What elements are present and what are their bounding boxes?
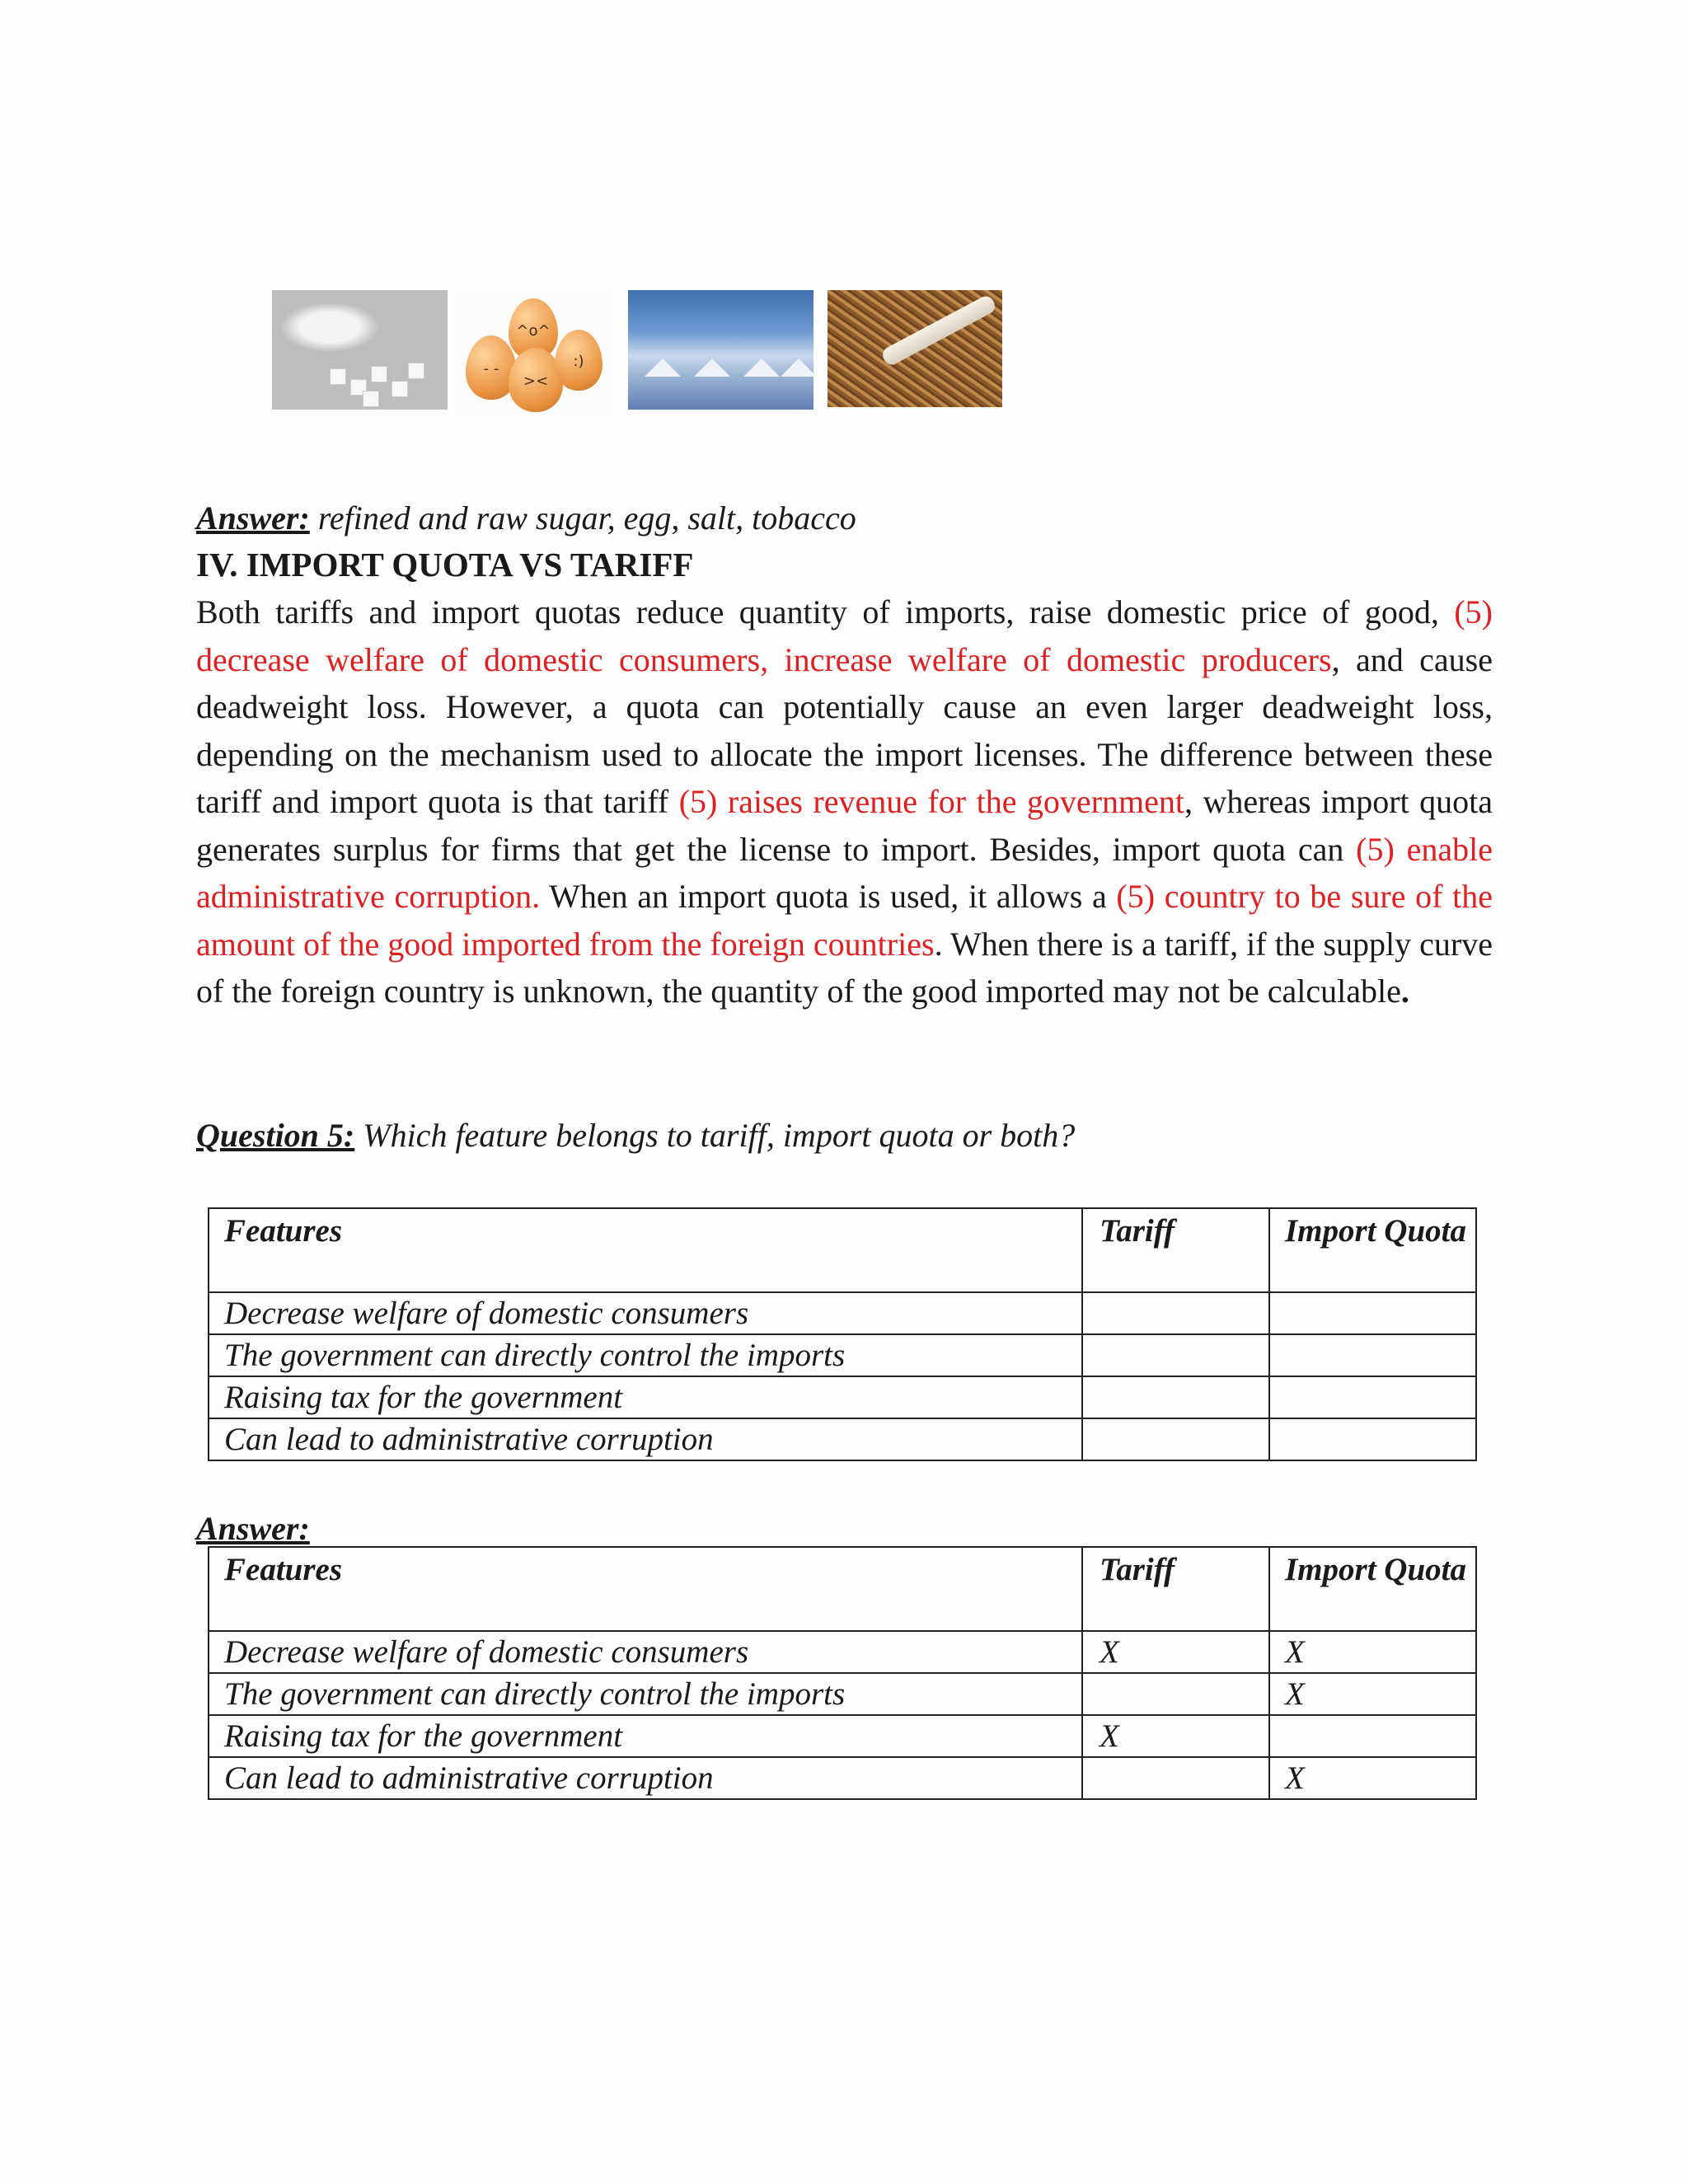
table-row: [209, 1673, 1476, 1715]
answer-table-label-line: [196, 1505, 310, 1552]
highlighted-answer: (5) country to be sure of the amount of the good imported from the foreign countries: [196, 878, 1493, 963]
paragraph-end: .: [1400, 972, 1409, 1010]
header-tariff: Tariff: [1082, 1547, 1269, 1631]
paragraph-text: , and cause deadweight loss. However, a quota can potentially cause an even larger deadweight loss, depending on the mechanism used to allocate the import licenses. The difference between these tariff and import quota is that tariff: [196, 640, 1493, 820]
quota-cell: [1269, 1334, 1476, 1376]
feature-cell: The government can directly control the imports: [209, 1673, 1082, 1715]
quota-cell: [1269, 1292, 1476, 1334]
egg: ^o^: [509, 298, 558, 360]
sugar-cube: [330, 368, 346, 385]
paragraph-text: . When there is a tariff, if the supply curve of the foreign country is unknown, the quantity of the good imported may not be calculable: [196, 925, 1493, 1010]
answer-line: [196, 494, 856, 541]
egg: - -: [466, 335, 517, 400]
answer-table-label: Answer:: [196, 1510, 310, 1547]
quota-cell: X: [1269, 1673, 1476, 1715]
table-row: [209, 1757, 1476, 1799]
tariff-cell: [1082, 1292, 1269, 1334]
feature-cell: Raising tax for the government: [209, 1715, 1082, 1757]
highlighted-answer: (5) raises revenue for the government: [678, 783, 1184, 820]
header-features: Features: [209, 1547, 1082, 1631]
paragraph-text: Both tariffs and import quotas reduce quantity of imports, raise domestic price of good,: [196, 593, 1455, 630]
feature-cell: Can lead to administrative corruption: [209, 1757, 1082, 1799]
header-features: Features: [209, 1208, 1082, 1292]
header-tariff: Tariff: [1082, 1208, 1269, 1292]
sugar-image: [272, 290, 448, 410]
tariff-cell: [1082, 1673, 1269, 1715]
quota-cell: [1269, 1715, 1476, 1757]
answer-text: refined and raw sugar, egg, salt, tobacco: [309, 499, 856, 537]
table-row: [209, 1418, 1476, 1460]
table-row: [209, 1292, 1476, 1334]
tariff-cell: [1082, 1334, 1269, 1376]
sugar-cube: [392, 381, 408, 397]
eggs-image: [457, 290, 610, 414]
answer-table: [208, 1546, 1477, 1800]
egg: :): [555, 330, 603, 391]
quota-cell: X: [1269, 1631, 1476, 1673]
cigarette: [880, 293, 998, 368]
header-import-quota: Import Quota: [1269, 1208, 1476, 1292]
paragraph-text: When an import quota is used, it allows a: [540, 878, 1117, 915]
question-label: Question 5:: [196, 1117, 355, 1154]
question-text: Which feature belongs to tariff, import quota or both?: [354, 1117, 1076, 1154]
quota-cell: [1269, 1418, 1476, 1460]
table-row: [209, 1376, 1476, 1418]
table-row: [209, 1715, 1476, 1757]
tariff-cell: [1082, 1757, 1269, 1799]
sugar-cube: [371, 366, 387, 382]
salt-mound: [694, 359, 730, 377]
highlighted-answer: (5) decrease welfare of domestic consumers, increase welfare of domestic producers: [196, 593, 1493, 678]
tariff-cell: [1082, 1418, 1269, 1460]
section-heading: IV. IMPORT QUOTA VS TARIFF: [196, 546, 694, 583]
question-table: [208, 1207, 1477, 1461]
salt-mound: [645, 359, 681, 377]
body-paragraph: [196, 588, 1493, 1015]
paragraph-text: , whereas import quota generates surplus for firms that get the license to import. Besides, import quota can: [196, 783, 1493, 868]
table-header-row: [209, 1208, 1476, 1292]
highlighted-answer: (5) enable administrative corruption.: [196, 830, 1493, 915]
feature-cell: Decrease welfare of domestic consumers: [209, 1292, 1082, 1334]
feature-cell: Raising tax for the government: [209, 1376, 1082, 1418]
quota-cell: [1269, 1376, 1476, 1418]
salt-mound: [743, 359, 780, 377]
salt-mound: [781, 359, 814, 377]
sugar-cube: [363, 391, 379, 407]
table-header-row: [209, 1547, 1476, 1631]
table-row: [209, 1631, 1476, 1673]
tobacco-image: [828, 290, 1002, 407]
quota-cell: X: [1269, 1757, 1476, 1799]
feature-cell: Decrease welfare of domestic consumers: [209, 1631, 1082, 1673]
tariff-cell: [1082, 1376, 1269, 1418]
sugar-cube: [408, 363, 424, 379]
tariff-cell: X: [1082, 1631, 1269, 1673]
header-import-quota: Import Quota: [1269, 1547, 1476, 1631]
question-line: [196, 1112, 1075, 1159]
answer-label: Answer:: [196, 499, 310, 537]
tariff-cell: X: [1082, 1715, 1269, 1757]
feature-cell: The government can directly control the imports: [209, 1334, 1082, 1376]
table-row: [209, 1334, 1476, 1376]
feature-cell: Can lead to administrative corruption: [209, 1418, 1082, 1460]
salt-flats-image: [628, 290, 814, 410]
egg: ><: [509, 348, 563, 412]
